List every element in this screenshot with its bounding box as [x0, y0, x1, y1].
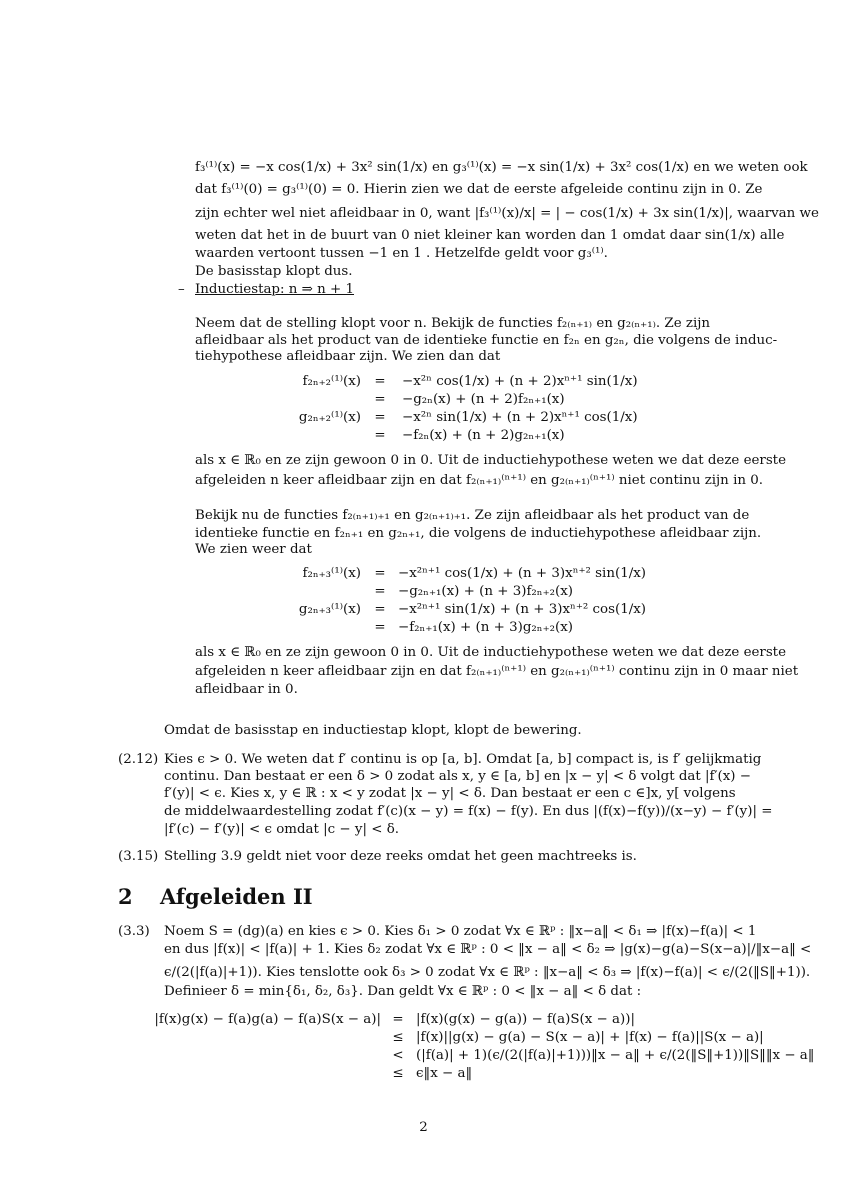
eq1-rhs-1: −x²ⁿ cos(1/x) + (n + 2)xⁿ⁺¹ sin(1/x) — [402, 374, 638, 389]
eq2-rhs-2: −g₂ₙ₊₁(x) + (n + 3)f₂ₙ₊₂(x) — [398, 584, 574, 599]
step-para1-line-1: Neem dat de stelling klopt voor n. Bekijk de functies f₂₍ₙ₊₁₎ en g₂₍ₙ₊₁₎. Ze zijn — [195, 316, 711, 331]
ex-2-12-line-5: |f′(c) − f′(y)| < ϵ omdat |c − y| < δ. — [164, 822, 400, 837]
eq1-rel-3: = — [374, 410, 386, 425]
eq2-rhs-4: −f₂ₙ₊₁(x) + (n + 3)g₂ₙ₊₂(x) — [398, 620, 574, 635]
eq2-rhs-3: −x²ⁿ⁺¹ sin(1/x) + (n + 3)xⁿ⁺² cos(1/x) — [398, 602, 646, 617]
step-para2-line-1: als x ∈ ℝ₀ en ze zijn gewoon 0 in 0. Uit de inductiehypothese weten we dat deze eerste — [195, 453, 786, 468]
exercise-label-2-12: (2.12) — [118, 752, 159, 767]
section-heading — [118, 884, 313, 909]
ex-2-12-line-4: de middelwaardestelling zodat f′(c)(x − y) = f(x) − f(y). En dus |(f(x)−f(y))/(x−y) − f′(y)| = — [164, 804, 773, 819]
step-para4-line-3: afleidbaar in 0. — [195, 682, 298, 697]
section-title: Afgeleiden II — [160, 884, 313, 909]
eq2-rhs-1: −x²ⁿ⁺¹ cos(1/x) + (n + 3)xⁿ⁺² sin(1/x) — [398, 566, 646, 581]
eq1-rel-4: = — [374, 428, 386, 443]
eq1-lhs-1: f₂ₙ₊₂⁽¹⁾(x) — [302, 374, 361, 389]
eq1-rhs-4: −f₂ₙ(x) + (n + 2)g₂ₙ₊₁(x) — [402, 428, 565, 443]
eq2-rel-2: = — [374, 584, 386, 599]
step-para3-line-3: We zien weer dat — [195, 542, 312, 557]
eq2-rel-3: = — [374, 602, 386, 617]
base-line-3: zijn echter wel niet afleidbaar in 0, want |f₃⁽¹⁾(x)/x| = | − cos(1/x) + 3x sin(1/x)|, waarvan we — [195, 206, 819, 221]
base-line-1: f₃⁽¹⁾(x) = −x cos(1/x) + 3x² sin(1/x) en g₃⁽¹⁾(x) = −x sin(1/x) + 3x² cos(1/x) en we weten ook — [195, 160, 808, 175]
eq3-rel-1: = — [392, 1012, 404, 1027]
eq2-rel-4: = — [374, 620, 386, 635]
eq2-lhs-1: f₂ₙ₊₃⁽¹⁾(x) — [302, 566, 361, 581]
eq3-rhs-4: ϵ‖x − a‖ — [416, 1066, 473, 1081]
eq3-rhs-3: (|f(a)| + 1)(ϵ/(2(|f(a)|+1)))‖x − a‖ + ϵ/(2(‖S‖+1))‖S‖‖x − a‖ — [416, 1048, 815, 1063]
eq3-rhs-1: |f(x)(g(x) − g(a)) − f(a)S(x − a))| — [416, 1012, 635, 1027]
eq1-rhs-3: −x²ⁿ sin(1/x) + (n + 2)xⁿ⁺¹ cos(1/x) — [402, 410, 638, 425]
induction-step-label: Inductiestap: n ⇒ n + 1 — [195, 282, 355, 297]
eq3-rel-2: ≤ — [392, 1030, 404, 1045]
step-para4-line-2: afgeleiden n keer afleidbaar zijn en dat f₂₍ₙ₊₁₎⁽ⁿ⁺¹⁾ en g₂₍ₙ₊₁₎⁽ⁿ⁺¹⁾ continu zijn in 0 maar niet — [195, 664, 799, 679]
eq3-rel-3: < — [392, 1048, 404, 1063]
conclusion-text: Omdat de basisstap en inductiestap klopt, klopt de bewering. — [164, 723, 582, 738]
step-para1-line-2: afleidbaar als het product van de identieke functie en f₂ₙ en g₂ₙ, die volgens de induc- — [195, 333, 778, 348]
ex-2-12-line-1: Kies ϵ > 0. We weten dat f′ continu is op [a, b]. Omdat [a, b] compact is, is f′ gelijkmatig — [164, 752, 762, 767]
bullet-dash: – — [178, 282, 185, 297]
page-number: 2 — [419, 1120, 428, 1135]
base-line-5: waarden vertoont tussen −1 en 1 . Hetzelfde geldt voor g₃⁽¹⁾. — [195, 246, 608, 261]
eq1-lhs-3: g₂ₙ₊₂⁽¹⁾(x) — [298, 410, 361, 425]
eq3-lhs-1: |f(x)g(x) − f(a)g(a) − f(a)S(x − a)| — [154, 1012, 381, 1027]
eq1-rel-1: = — [374, 374, 386, 389]
base-line-4: weten dat het in de buurt van 0 niet kleiner kan worden dan 1 omdat daar sin(1/x) alle — [195, 228, 785, 243]
ex-2-12-line-2: continu. Dan bestaat er een δ > 0 zodat als x, y ∈ [a, b] en |x − y| < δ volgt dat |f′(x) − — [164, 769, 752, 784]
exercise-label-3-3: (3.3) — [118, 924, 150, 939]
ex-3-3-line-2: en dus |f(x)| < |f(a)| + 1. Kies δ₂ zodat ∀x ∈ ℝᵖ : 0 < ‖x − a‖ < δ₂ ⇒ |g(x)−g(a)−S(x−a)|/‖x−a‖ < — [164, 942, 812, 957]
eq2-lhs-3: g₂ₙ₊₃⁽¹⁾(x) — [298, 602, 361, 617]
exercise-label-3-15: (3.15) — [118, 849, 159, 864]
step-para3-line-2: identieke functie en f₂ₙ₊₁ en g₂ₙ₊₁, die volgens de inductiehypothese afleidbaar zijn. — [195, 526, 762, 541]
section-number: 2 — [118, 884, 133, 909]
step-para4-line-1: als x ∈ ℝ₀ en ze zijn gewoon 0 in 0. Uit de inductiehypothese weten we dat deze eerste — [195, 645, 786, 660]
step-para3-line-1: Bekijk nu de functies f₂₍ₙ₊₁₎₊₁ en g₂₍ₙ₊₁₎₊₁. Ze zijn afleidbaar als het product van de — [195, 508, 750, 523]
eq1-rel-2: = — [374, 392, 386, 407]
base-line-6: De basisstap klopt dus. — [195, 264, 353, 279]
ex-3-3-line-3: ϵ/(2(|f(a)|+1)). Kies tenslotte ook δ₃ > 0 zodat ∀x ∈ ℝᵖ : ‖x−a‖ < δ₃ ⇒ |f(x)−f(a)| < ϵ/(2(‖S‖+1)). — [164, 965, 811, 980]
step-para1-line-3: tiehypothese afleidbaar zijn. We zien dan dat — [195, 349, 501, 364]
ex-3-15-text: Stelling 3.9 geldt niet voor deze reeks omdat het geen machtreeks is. — [164, 849, 637, 864]
eq3-rhs-2: |f(x)||g(x) − g(a) − S(x − a)| + |f(x) − f(a)||S(x − a)| — [416, 1030, 764, 1045]
eq3-rel-4: ≤ — [392, 1066, 404, 1081]
eq2-rel-1: = — [374, 566, 386, 581]
ex-3-3-line-4: Definieer δ = min{δ₁, δ₂, δ₃}. Dan geldt ∀x ∈ ℝᵖ : 0 < ‖x − a‖ < δ dat : — [164, 984, 642, 999]
step-para2-line-2: afgeleiden n keer afleidbaar zijn en dat f₂₍ₙ₊₁₎⁽ⁿ⁺¹⁾ en g₂₍ₙ₊₁₎⁽ⁿ⁺¹⁾ niet continu zijn in 0. — [195, 473, 764, 488]
base-line-2: dat f₃⁽¹⁾(0) = g₃⁽¹⁾(0) = 0. Hierin zien we dat de eerste afgeleide continu zijn in 0. Ze — [195, 182, 763, 197]
ex-3-3-line-1: Noem S = (dg)(a) en kies ϵ > 0. Kies δ₁ > 0 zodat ∀x ∈ ℝᵖ : ‖x−a‖ < δ₁ ⇒ |f(x)−f(a)| < 1 — [164, 924, 757, 939]
eq1-rhs-2: −g₂ₙ(x) + (n + 2)f₂ₙ₊₁(x) — [402, 392, 565, 407]
ex-2-12-line-3: f′(y)| < ϵ. Kies x, y ∈ ℝ : x < y zodat |x − y| < δ. Dan bestaat er een c ∈]x, y[ volgens — [164, 786, 736, 801]
